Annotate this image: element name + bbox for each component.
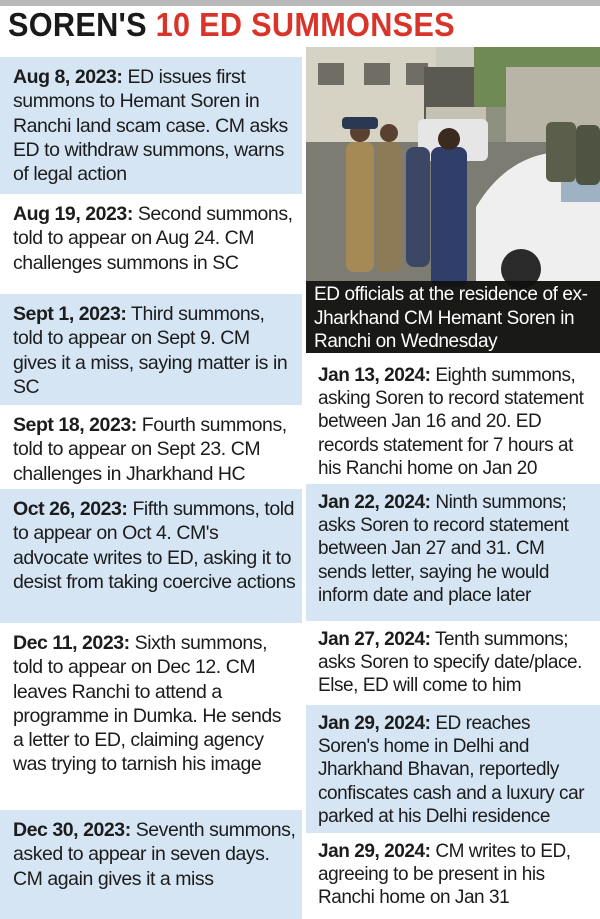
entry-text: Ninth summons; asks Soren to record statement between Jan 27 and 31. CM sends letter, saying he would inform date and place later — [318, 492, 569, 606]
entry-text: Fourth summons, told to appear on Sept 23. CM challenges in Jharkhand HC — [13, 414, 287, 485]
entry-date: Jan 27, 2024: — [318, 629, 431, 650]
entry-text: Third summons, told to appear on Sept 9. CM gives it a miss, saying matter is in SC — [13, 303, 288, 398]
left-column — [0, 47, 302, 919]
title-part-1: SOREN'S — [8, 6, 147, 43]
entry-text: Sixth summons, told to appear on Dec 12. CM leaves Ranchi to attend a programme in Dumka. He sends a letter to ED, claiming agency was trying to tarnish his image — [13, 632, 282, 776]
entry-date: Jan 29, 2024: — [318, 841, 431, 862]
news-photo — [306, 47, 600, 353]
timeline-entry — [306, 484, 600, 621]
page-title — [8, 5, 455, 45]
entry-text: ED issues first summons to Hemant Soren in Ranchi land scam case. CM asks ED to withdraw summons, warns of legal action — [13, 66, 288, 186]
timeline-entry — [0, 810, 302, 919]
title-part-2: 10 ED SUMMONSES — [155, 6, 455, 43]
timeline-entry — [306, 357, 600, 481]
timeline-entry — [0, 623, 302, 810]
timeline-entry — [0, 57, 302, 194]
timeline-entry — [0, 194, 302, 294]
timeline-entry — [306, 621, 600, 705]
photo-caption: ED officials at the residence of ex-Jharkhand CM Hemant Soren in Ranchi on Wednesday — [306, 281, 600, 353]
entry-text: Tenth summons; asks Soren to specify date/place. Else, ED will come to him — [318, 629, 582, 697]
entry-date: Oct 26, 2023: — [13, 498, 128, 520]
entry-text: Fifth summons, told to appear on Oct 4. CM's advocate writes to ED, asking it to desist from taking coercive actions — [13, 498, 296, 593]
entry-date: Dec 30, 2023: — [13, 819, 131, 841]
entry-text: ED reaches Soren's home in Delhi and Jharkhand Bhavan, reportedly confiscates cash and a luxury car parked at his Delhi residence — [318, 713, 585, 827]
entry-date: Dec 11, 2023: — [13, 632, 130, 654]
timeline-entry — [0, 489, 302, 623]
entry-text: Seventh summons, asked to appear in seven days. CM again gives it a miss — [13, 819, 296, 890]
entry-date: Sept 1, 2023: — [13, 303, 127, 325]
entry-date: Jan 13, 2024: — [318, 365, 431, 386]
entry-date: Aug 8, 2023: — [13, 66, 123, 88]
timeline-entry — [0, 294, 302, 405]
entry-date: Sept 18, 2023: — [13, 414, 137, 436]
right-column — [306, 47, 600, 919]
entry-date: Jan 29, 2024: — [318, 713, 431, 734]
entry-date: Jan 22, 2024: — [318, 492, 431, 513]
entry-date: Aug 19, 2023: — [13, 203, 133, 225]
entry-text: CM writes to ED, agreeing to be present in his Ranchi home on Jan 31 — [318, 841, 571, 909]
timeline-entry — [0, 405, 302, 489]
timeline-entry — [306, 833, 600, 919]
timeline-entry — [306, 705, 600, 833]
entry-text: Eighth summons, asking Soren to record statement between Jan 16 and 20. ED records statement for 7 hours at his Ranchi home on Jan 20 — [318, 365, 584, 479]
entry-text: Second summons, told to appear on Aug 24. CM challenges summons in SC — [13, 203, 293, 274]
